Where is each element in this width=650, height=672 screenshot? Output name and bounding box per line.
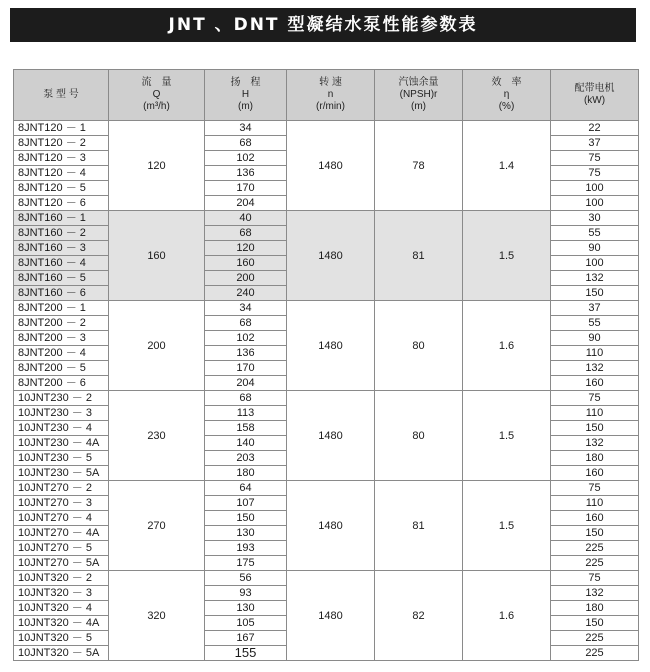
- npsh-cell: 82: [375, 571, 463, 661]
- speed-cell: 1480: [287, 301, 375, 391]
- head-cell: 160: [205, 256, 287, 271]
- model-cell: 8JNT160 － 5: [14, 271, 109, 286]
- motor-cell: 132: [551, 586, 639, 601]
- model-cell: 10JNT230 － 4A: [14, 436, 109, 451]
- head-cell: 136: [205, 166, 287, 181]
- head-cell: 140: [205, 436, 287, 451]
- speed-cell: 1480: [287, 121, 375, 211]
- model-cell: 8JNT160 － 2: [14, 226, 109, 241]
- motor-cell: 30: [551, 211, 639, 226]
- motor-cell: 225: [551, 541, 639, 556]
- model-cell: 8JNT160 － 4: [14, 256, 109, 271]
- model-cell: 8JNT200 － 1: [14, 301, 109, 316]
- npsh-cell: 78: [375, 121, 463, 211]
- col-header-efficiency: [463, 70, 551, 121]
- head-cell: 93: [205, 586, 287, 601]
- pump-performance-table: [13, 69, 639, 661]
- npsh-cell: 80: [375, 301, 463, 391]
- header-line: (%): [498, 101, 515, 112]
- head-cell: 130: [205, 526, 287, 541]
- model-cell: 8JNT120 － 2: [14, 136, 109, 151]
- model-cell: 10JNT320 － 5: [14, 631, 109, 646]
- head-cell: 102: [205, 151, 287, 166]
- motor-cell: 160: [551, 466, 639, 481]
- model-cell: 10JNT320 － 3: [14, 586, 109, 601]
- flow-cell: 270: [109, 481, 205, 571]
- motor-cell: 90: [551, 241, 639, 256]
- motor-cell: 225: [551, 556, 639, 571]
- head-cell: 204: [205, 376, 287, 391]
- speed-cell: 1480: [287, 391, 375, 481]
- head-cell: 170: [205, 361, 287, 376]
- flow-cell: 320: [109, 571, 205, 661]
- motor-cell: 180: [551, 601, 639, 616]
- header-line: n: [327, 89, 334, 100]
- head-cell: 136: [205, 346, 287, 361]
- table-row: [14, 481, 639, 496]
- head-cell: 150: [205, 511, 287, 526]
- model-cell: 8JNT120 － 4: [14, 166, 109, 181]
- head-cell: 240: [205, 286, 287, 301]
- table-body: [14, 121, 639, 661]
- motor-cell: 55: [551, 316, 639, 331]
- npsh-cell: 81: [375, 211, 463, 301]
- col-header-npsh: [375, 70, 463, 121]
- motor-cell: 150: [551, 421, 639, 436]
- table-title: JNT 、DNT 型凝结水泵性能参数表: [10, 8, 636, 42]
- model-cell: 10JNT230 － 2: [14, 391, 109, 406]
- header-line: η: [503, 89, 510, 100]
- model-cell: 10JNT270 － 5: [14, 541, 109, 556]
- motor-cell: 150: [551, 616, 639, 631]
- motor-cell: 37: [551, 301, 639, 316]
- header-line: H: [241, 89, 250, 100]
- motor-cell: 110: [551, 406, 639, 421]
- head-cell: 158: [205, 421, 287, 436]
- flow-cell: 160: [109, 211, 205, 301]
- head-cell: 34: [205, 121, 287, 136]
- header-line: 配带电机: [574, 83, 615, 94]
- head-cell: 68: [205, 226, 287, 241]
- model-cell: 8JNT160 － 3: [14, 241, 109, 256]
- model-cell: 10JNT270 － 3: [14, 496, 109, 511]
- motor-cell: 75: [551, 391, 639, 406]
- motor-cell: 150: [551, 526, 639, 541]
- motor-cell: 75: [551, 571, 639, 586]
- head-cell: 56: [205, 571, 287, 586]
- head-cell: 68: [205, 316, 287, 331]
- col-header-flow: [109, 70, 205, 121]
- header-line: 泵 型 号: [43, 89, 79, 100]
- header-line: 转 速: [319, 77, 342, 88]
- header-line: (m³/h): [143, 101, 170, 112]
- motor-cell: 225: [551, 646, 639, 661]
- header-line: Q: [152, 89, 161, 100]
- motor-cell: 225: [551, 631, 639, 646]
- model-cell: 10JNT320 － 4: [14, 601, 109, 616]
- efficiency-cell: 1.6: [463, 571, 551, 661]
- table-row: [14, 121, 639, 136]
- motor-cell: 110: [551, 496, 639, 511]
- flow-cell: 120: [109, 121, 205, 211]
- header-line: 效 率: [491, 77, 522, 88]
- model-cell: 10JNT270 － 2: [14, 481, 109, 496]
- efficiency-cell: 1.4: [463, 121, 551, 211]
- head-cell: 68: [205, 136, 287, 151]
- model-cell: 8JNT120 － 3: [14, 151, 109, 166]
- motor-cell: 75: [551, 151, 639, 166]
- col-header-model: [14, 70, 109, 121]
- model-cell: 10JNT320 － 5A: [14, 646, 109, 661]
- head-cell: 105: [205, 616, 287, 631]
- table-row: [14, 571, 639, 586]
- model-cell: 10JNT270 － 4: [14, 511, 109, 526]
- model-cell: 10JNT320 － 4A: [14, 616, 109, 631]
- model-cell: 10JNT270 － 5A: [14, 556, 109, 571]
- head-cell: 120: [205, 241, 287, 256]
- motor-cell: 37: [551, 136, 639, 151]
- motor-cell: 180: [551, 451, 639, 466]
- motor-cell: 55: [551, 226, 639, 241]
- speed-cell: 1480: [287, 481, 375, 571]
- model-cell: 10JNT230 － 5A: [14, 466, 109, 481]
- col-header-head: [205, 70, 287, 121]
- head-cell: 167: [205, 631, 287, 646]
- header-line: (m): [411, 101, 426, 112]
- motor-cell: 132: [551, 361, 639, 376]
- model-cell: 10JNT230 － 4: [14, 421, 109, 436]
- table-row: [14, 211, 639, 226]
- model-cell: 8JNT200 － 3: [14, 331, 109, 346]
- motor-cell: 90: [551, 331, 639, 346]
- flow-cell: 230: [109, 391, 205, 481]
- motor-cell: 110: [551, 346, 639, 361]
- head-cell: 200: [205, 271, 287, 286]
- npsh-cell: 81: [375, 481, 463, 571]
- header-line: 流 量: [141, 77, 172, 88]
- model-cell: 8JNT160 － 6: [14, 286, 109, 301]
- head-cell: 180: [205, 466, 287, 481]
- head-cell: 155: [205, 646, 287, 661]
- head-cell: 170: [205, 181, 287, 196]
- model-cell: 10JNT230 － 3: [14, 406, 109, 421]
- head-cell: 102: [205, 331, 287, 346]
- model-cell: 8JNT120 － 5: [14, 181, 109, 196]
- model-cell: 8JNT160 － 1: [14, 211, 109, 226]
- col-header-speed: [287, 70, 375, 121]
- speed-cell: 1480: [287, 211, 375, 301]
- efficiency-cell: 1.5: [463, 211, 551, 301]
- efficiency-cell: 1.5: [463, 391, 551, 481]
- header-line: (r/min): [316, 101, 345, 112]
- model-cell: 10JNT270 － 4A: [14, 526, 109, 541]
- motor-cell: 100: [551, 256, 639, 271]
- head-cell: 204: [205, 196, 287, 211]
- table-row: [14, 391, 639, 406]
- model-cell: 8JNT200 － 4: [14, 346, 109, 361]
- header-line: (m): [238, 101, 253, 112]
- header-line: 扬 程: [230, 77, 261, 88]
- model-cell: 8JNT200 － 5: [14, 361, 109, 376]
- motor-cell: 75: [551, 481, 639, 496]
- motor-cell: 160: [551, 511, 639, 526]
- head-cell: 107: [205, 496, 287, 511]
- header-row: [14, 70, 639, 121]
- motor-cell: 75: [551, 166, 639, 181]
- speed-cell: 1480: [287, 571, 375, 661]
- head-cell: 68: [205, 391, 287, 406]
- head-cell: 34: [205, 301, 287, 316]
- motor-cell: 132: [551, 271, 639, 286]
- head-cell: 113: [205, 406, 287, 421]
- head-cell: 193: [205, 541, 287, 556]
- motor-cell: 160: [551, 376, 639, 391]
- efficiency-cell: 1.5: [463, 481, 551, 571]
- header-line: (NPSH)r: [399, 89, 438, 100]
- motor-cell: 150: [551, 286, 639, 301]
- model-cell: 8JNT200 － 6: [14, 376, 109, 391]
- header-line: (kW): [583, 95, 606, 106]
- col-header-motor: [551, 70, 639, 121]
- model-cell: 8JNT200 － 2: [14, 316, 109, 331]
- model-cell: 8JNT120 － 6: [14, 196, 109, 211]
- head-cell: 175: [205, 556, 287, 571]
- head-cell: 40: [205, 211, 287, 226]
- table-row: [14, 301, 639, 316]
- motor-cell: 22: [551, 121, 639, 136]
- head-cell: 203: [205, 451, 287, 466]
- motor-cell: 100: [551, 196, 639, 211]
- flow-cell: 200: [109, 301, 205, 391]
- motor-cell: 100: [551, 181, 639, 196]
- head-cell: 130: [205, 601, 287, 616]
- npsh-cell: 80: [375, 391, 463, 481]
- model-cell: 8JNT120 － 1: [14, 121, 109, 136]
- head-cell: 64: [205, 481, 287, 496]
- header-line: 汽蚀余量: [398, 77, 439, 88]
- model-cell: 10JNT230 － 5: [14, 451, 109, 466]
- model-cell: 10JNT320 － 2: [14, 571, 109, 586]
- motor-cell: 132: [551, 436, 639, 451]
- efficiency-cell: 1.6: [463, 301, 551, 391]
